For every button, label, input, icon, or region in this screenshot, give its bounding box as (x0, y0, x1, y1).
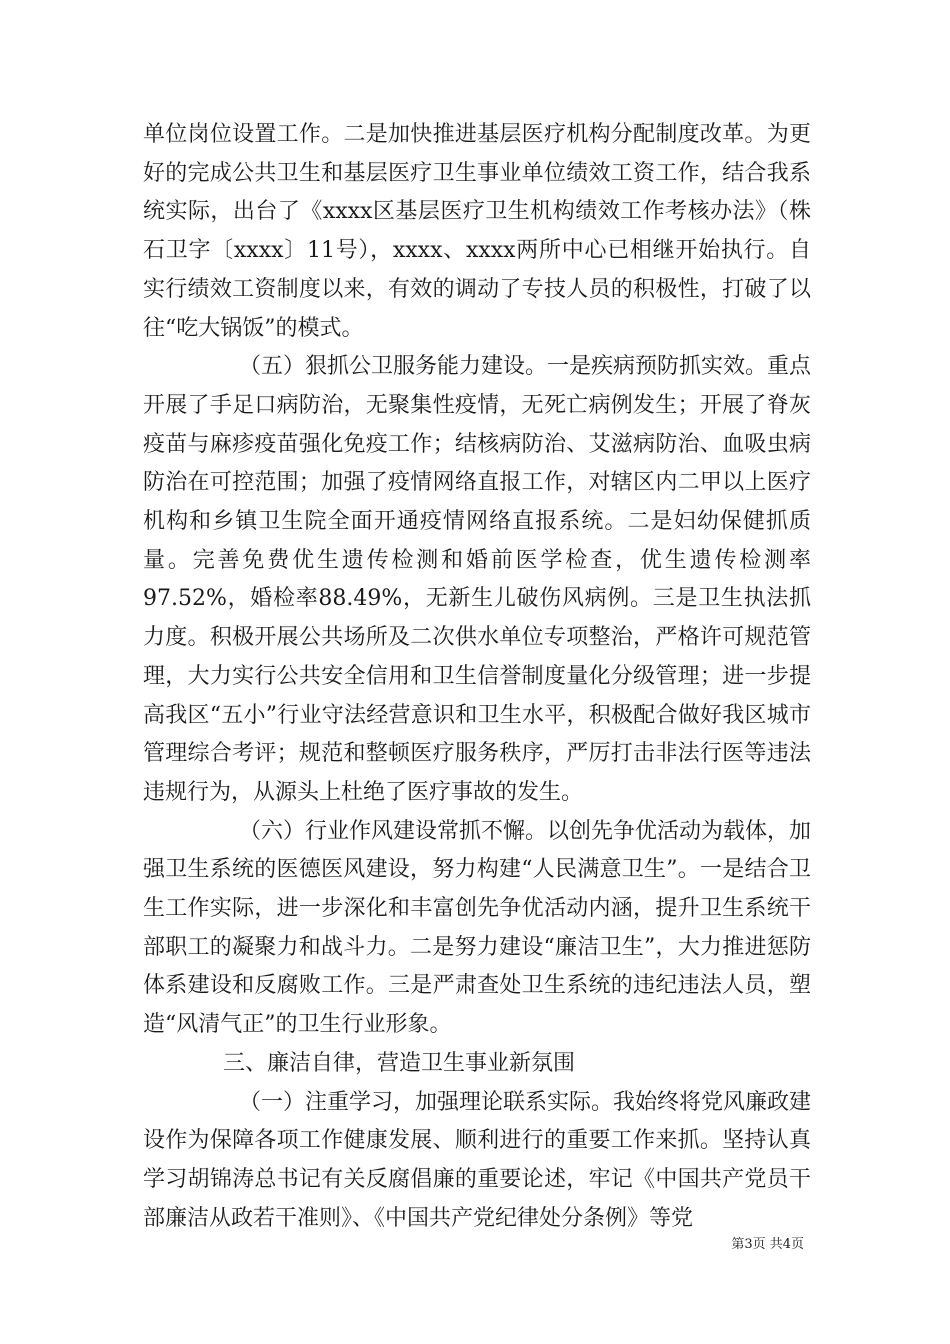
section-heading-3: 三、廉洁自律，营造卫生事业新氛围 (223, 1050, 576, 1076)
paragraph-continuation: 单位岗位设置工作。二是加快推进基层医疗机构分配制度改革。为更好的完成公共卫生和基层医疗卫生事业单位绩效工资工作，结合我系统实际，出台了《xxxx区基层医疗卫生机构绩效工作考核办法》（株石卫字〔xxxx〕11号），xxxx、xxxx两所中心已相继开始执行。自实行绩效工资制度以来，有效的调动了专技人员的积极性，打破了以往“吃大锅饭”的模式。 (143, 122, 811, 341)
page-footer: 第3页 共4页 (731, 1237, 804, 1252)
paragraph-section-5: （五）狠抓公卫服务能力建设。一是疾病预防抓实效。重点开展了手足口病防治，无聚集性疫情，无死亡病例发生；开展了脊灰疫苗与麻疹疫苗强化免疫工作；结核病防治、艾滋病防治、血吸虫病防治在可控范围；加强了疫情网络直报工作，对辖区内二甲以上医疗机构和乡镇卫生院全面开通疫情网络直报系统。二是妇幼保健抓质量。完善免费优生遗传检测和婚前医学检查，优生遗传检测率97.52%，婚检率88.49%，无新生儿破伤风病例。三是卫生执法抓力度。积极开展公共场所及二次供水单位专项整治，严格许可规范管理，大力实行公共安全信用和卫生信誉制度量化分级管理；进一步提高我区“五小”行业守法经营意识和卫生水平，积极配合做好我区城市管理综合考评；规范和整顿医疗服务秩序，严厉打击非法行医等违法违规行为，从源头上杜绝了医疗事故的发生。 (143, 354, 812, 805)
paragraph-section-6: （六）行业作风建设常抓不懈。以创先争优活动为载体，加强卫生系统的医德医风建设，努力构建“人民满意卫生”。一是结合卫生工作实际，进一步深化和丰富创先争优活动内涵，提升卫生系统干部职工的凝聚力和战斗力。二是努力建设“廉洁卫生”，大力推进惩防体系建设和反腐败工作。三是严肃查处卫生系统的违纪违法人员，塑造“风清气正”的卫生行业形象。 (143, 818, 812, 1038)
document-body (143, 116, 811, 1238)
paragraph-subsection-1: （一）注重学习，加强理论联系实际。我始终将党风廉政建设作为保障各项工作健康发展、顺利进行的重要工作来抓。坚持认真学习胡锦涛总书记有关反腐倡廉的重要论述，牢记《中国共产党员干部廉洁从政若干准则》、《中国共产党纪律处分条例》等党 (143, 1089, 812, 1231)
